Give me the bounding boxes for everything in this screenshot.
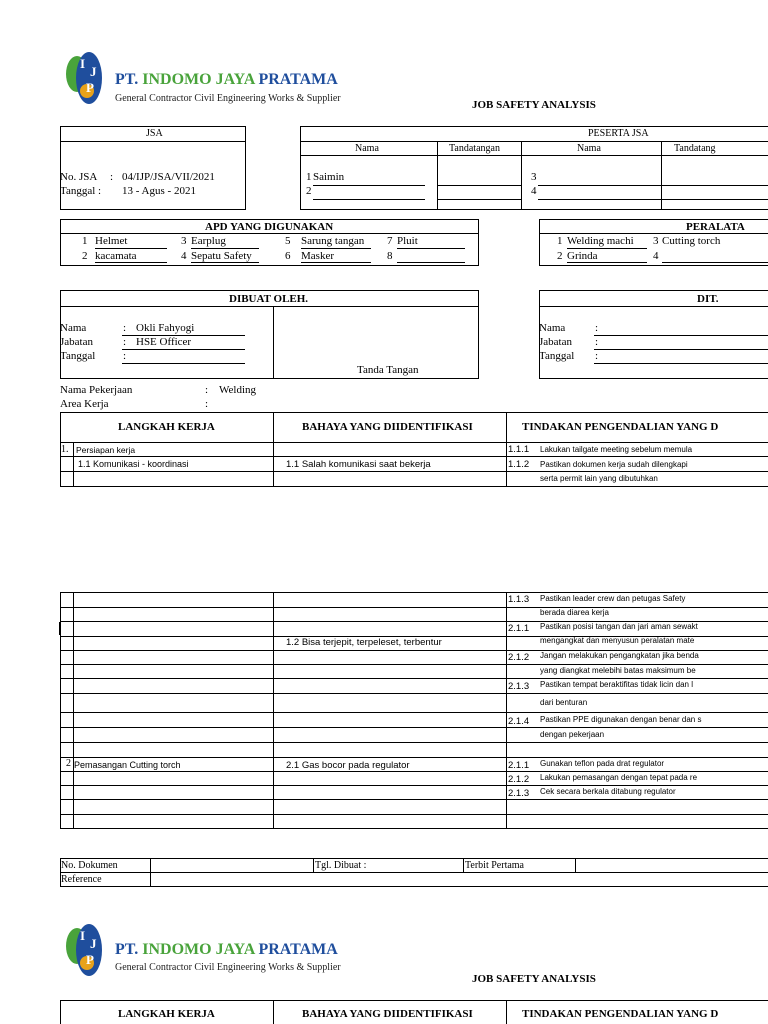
dibuat-nama-value: Okli Fahyogi bbox=[136, 322, 195, 334]
table-row-line bbox=[60, 814, 768, 815]
dibuat-colon-1: : bbox=[123, 322, 127, 334]
control-text: Gunakan teflon pada drat regulator bbox=[540, 759, 665, 768]
step-1-no: 1. bbox=[61, 444, 69, 455]
document-title-2: JOB SAFETY ANALYSIS bbox=[472, 973, 596, 985]
jsa-date-label: Tanggal : bbox=[60, 185, 102, 197]
control-text: Pastikan leader crew dan petugas Safety bbox=[540, 594, 686, 603]
apd-item-5: Sarung tangan bbox=[301, 235, 365, 247]
nama-pekerjaan-value: Welding bbox=[219, 384, 256, 396]
dibuat-jabatan-label: Jabatan bbox=[60, 336, 93, 348]
control-text: Pastikan posisi tangan dan jari aman sewakt bbox=[540, 622, 698, 631]
company-tagline: General Contractor Civil Engineering Works & Supplier bbox=[115, 93, 341, 104]
dibuat-jabatan-value: HSE Officer bbox=[136, 336, 192, 348]
jsa-no-colon: : bbox=[110, 171, 114, 183]
jsa-no-value: 04/IJP/JSA/VII/2021 bbox=[122, 171, 215, 183]
table-row-line bbox=[60, 757, 768, 758]
control-num: 2.1.1 bbox=[508, 623, 530, 634]
dibuat-tanggal-label: Tanggal bbox=[60, 350, 96, 362]
peserta-row-2-no: 2 bbox=[306, 185, 312, 197]
table-row-line bbox=[60, 771, 768, 772]
peralatan-item-4-no: 4 bbox=[653, 250, 659, 262]
hazard-1-1: 1.1 Salah komunikasi saat bekerja bbox=[286, 459, 431, 470]
company2-name-1: INDOMO bbox=[142, 941, 212, 958]
pekerjaan-colon-2: : bbox=[205, 398, 209, 410]
logo-letter-p: P bbox=[86, 80, 94, 95]
peserta-header: PESERTA JSA bbox=[588, 128, 649, 139]
area-kerja-label: Area Kerja bbox=[60, 398, 109, 410]
dibuat-nama-label: Nama bbox=[60, 322, 87, 334]
diperiksa-colon-2: : bbox=[595, 336, 599, 348]
header-langkah: LANGKAH KERJA bbox=[118, 421, 215, 433]
apd-item-3: Earplug bbox=[191, 235, 226, 247]
peserta-col-nama2: Nama bbox=[577, 143, 601, 154]
control-text: Lakukan pemasangan dengan tepat pada re bbox=[540, 773, 698, 782]
control-text: serta permit lain yang dibutuhkan bbox=[540, 474, 658, 483]
diperiksa-jabatan-label: Jabatan bbox=[539, 336, 572, 348]
peralatan-item-1-no: 1 bbox=[557, 235, 563, 247]
control-num: 2.1.3 bbox=[508, 681, 530, 692]
apd-item-7-no: 7 bbox=[387, 235, 393, 247]
apd-item-1-no: 1 bbox=[82, 235, 88, 247]
company-prefix: PT. bbox=[115, 71, 139, 88]
step-2-no: 2 bbox=[66, 758, 71, 769]
jsa-date-value: 13 - Agus - 2021 bbox=[122, 185, 196, 197]
company-tagline-2: General Contractor Civil Engineering Works & Supplier bbox=[115, 962, 341, 973]
peralatan-item-1: Welding machi bbox=[567, 235, 634, 247]
footer-tgl-dibuat: Tgl. Dibuat : bbox=[315, 860, 367, 871]
company-name-2 bbox=[115, 941, 338, 959]
control-num: 2.1.1 bbox=[508, 760, 530, 771]
control-text: dari benturan bbox=[540, 698, 588, 707]
jsa-header: JSA bbox=[146, 128, 163, 139]
control-num: 2.1.4 bbox=[508, 716, 530, 727]
company-name-1: INDOMO bbox=[142, 71, 212, 88]
control-text: berada diarea kerja bbox=[540, 608, 609, 617]
header-tindakan-2: TINDAKAN PENGENDALIAN YANG D bbox=[522, 1008, 719, 1020]
control-text: Pastikan tempat beraktifitas tidak licin dan l bbox=[540, 680, 693, 689]
header-langkah-2: LANGKAH KERJA bbox=[118, 1008, 215, 1020]
control-num: 1.1.3 bbox=[508, 594, 530, 605]
logo2-letter-i: I bbox=[80, 928, 86, 943]
control-text: dengan pekerjaan bbox=[540, 730, 605, 739]
table-row-line bbox=[60, 727, 768, 728]
dibuat-colon-2: : bbox=[123, 336, 127, 348]
footer-reference: Reference bbox=[61, 874, 102, 885]
pekerjaan-colon-1: : bbox=[205, 384, 209, 396]
peserta-row-1-no: 1 bbox=[306, 171, 312, 183]
apd-header: APD YANG DIGUNAKAN bbox=[205, 221, 334, 233]
header-bahaya-2: BAHAYA YANG DIIDENTIFIKASI bbox=[302, 1008, 473, 1020]
apd-item-6-no: 6 bbox=[285, 250, 291, 262]
peserta-col-ttd: Tandatangan bbox=[449, 143, 500, 154]
apd-item-3-no: 3 bbox=[181, 235, 187, 247]
company2-name-2: JAYA bbox=[215, 941, 255, 958]
apd-item-1: Helmet bbox=[95, 235, 128, 247]
table-row-line bbox=[60, 664, 768, 665]
tanda-tangan-label: Tanda Tangan bbox=[357, 364, 419, 376]
control-text: mengangkat dan menyusun peralatan mate bbox=[540, 636, 695, 645]
control-text: Lakukan tailgate meeting sebelum memula bbox=[540, 445, 693, 454]
control-num: 1.1.1 bbox=[508, 444, 530, 455]
nama-pekerjaan-label: Nama Pekerjaan bbox=[60, 384, 133, 396]
apd-item-4: Sepatu Safety bbox=[191, 250, 252, 262]
company2-prefix: PT. bbox=[115, 941, 139, 958]
control-num: 2.1.3 bbox=[508, 788, 530, 799]
peralatan-header: PERALATA bbox=[686, 221, 745, 233]
peserta-col-nama: Nama bbox=[355, 143, 379, 154]
dibuat-header: DIBUAT OLEH. bbox=[229, 293, 309, 305]
logo-letter-i: I bbox=[80, 56, 86, 71]
header-bahaya: BAHAYA YANG DIIDENTIFIKASI bbox=[302, 421, 473, 433]
table-row-line bbox=[60, 592, 768, 593]
peralatan-item-2-no: 2 bbox=[557, 250, 563, 262]
apd-item-8-no: 8 bbox=[387, 250, 393, 262]
diperiksa-header: DIT. bbox=[697, 293, 719, 305]
peralatan-item-3-no: 3 bbox=[653, 235, 659, 247]
control-text: Cek secara berkala ditabung regulator bbox=[540, 787, 676, 796]
footer-terbit-pertama: Terbit Pertama bbox=[465, 860, 524, 871]
diperiksa-colon-1: : bbox=[595, 322, 599, 334]
diperiksa-nama-label: Nama bbox=[539, 322, 566, 334]
footer-no-dokumen: No. Dokumen bbox=[61, 860, 118, 871]
apd-item-5-no: 5 bbox=[285, 235, 291, 247]
table-row-line bbox=[60, 742, 768, 743]
control-text: Jangan melakukan pengangkatan jika benda bbox=[540, 651, 699, 660]
control-num: 2.1.2 bbox=[508, 652, 530, 663]
control-text: yang diangkat melebihi batas maksimum be bbox=[540, 666, 696, 675]
logo2-letter-j: J bbox=[90, 936, 97, 951]
apd-item-2-no: 2 bbox=[82, 250, 88, 262]
table-row-line bbox=[60, 828, 768, 829]
hazard-1-2: 1.2 Bisa terjepit, terpeleset, terbentur bbox=[286, 637, 442, 648]
company-name bbox=[115, 71, 338, 89]
table-row-line bbox=[60, 799, 768, 800]
header-tindakan: TINDAKAN PENGENDALIAN YANG D bbox=[522, 421, 719, 433]
cell-marker bbox=[59, 622, 61, 635]
table-row-line bbox=[60, 693, 768, 694]
apd-item-6: Masker bbox=[301, 250, 334, 262]
peserta-box bbox=[300, 126, 768, 210]
peserta-row-1-no2: 3 bbox=[531, 171, 537, 183]
jsa-no-label: No. JSA bbox=[60, 171, 98, 183]
apd-item-4-no: 4 bbox=[181, 250, 187, 262]
control-num: 2.1.2 bbox=[508, 774, 530, 785]
diperiksa-colon-3: : bbox=[595, 350, 599, 362]
step-2-title: Pemasangan Cutting torch bbox=[74, 760, 181, 770]
step-1-1: 1.1 Komunikasi - koordinasi bbox=[78, 459, 189, 469]
control-num: 1.1.2 bbox=[508, 459, 530, 470]
peralatan-item-3: Cutting torch bbox=[662, 235, 721, 247]
table-row-line bbox=[60, 607, 768, 608]
table-row-line bbox=[60, 785, 768, 786]
dibuat-colon-3: : bbox=[123, 350, 127, 362]
peserta-col-ttd2: Tandatang bbox=[674, 143, 716, 154]
logo-letter-j: J bbox=[90, 64, 97, 79]
control-text: Pastikan dokumen kerja sudah dilengkapi bbox=[540, 460, 688, 469]
hazard-2-1: 2.1 Gas bocor pada regulator bbox=[286, 760, 410, 771]
diperiksa-tanggal-label: Tanggal bbox=[539, 350, 575, 362]
apd-item-7: Pluit bbox=[397, 235, 418, 247]
table-row-line bbox=[60, 712, 768, 713]
peralatan-item-2: Grinda bbox=[567, 250, 598, 262]
company-name-3: PRATAMA bbox=[258, 71, 338, 88]
apd-item-2: kacamata bbox=[95, 250, 137, 262]
table-row-line bbox=[60, 678, 768, 679]
logo2-letter-p: P bbox=[86, 952, 94, 967]
document-title: JOB SAFETY ANALYSIS bbox=[472, 99, 596, 111]
company2-name-3: PRATAMA bbox=[258, 941, 338, 958]
step-1-title: Persiapan kerja bbox=[76, 445, 136, 455]
peserta-row-2-no2: 4 bbox=[531, 185, 537, 197]
control-text: Pastikan PPE digunakan dengan benar dan s bbox=[540, 715, 702, 724]
peserta-row-1-name: Saimin bbox=[313, 171, 345, 183]
company-name-2: JAYA bbox=[215, 71, 255, 88]
